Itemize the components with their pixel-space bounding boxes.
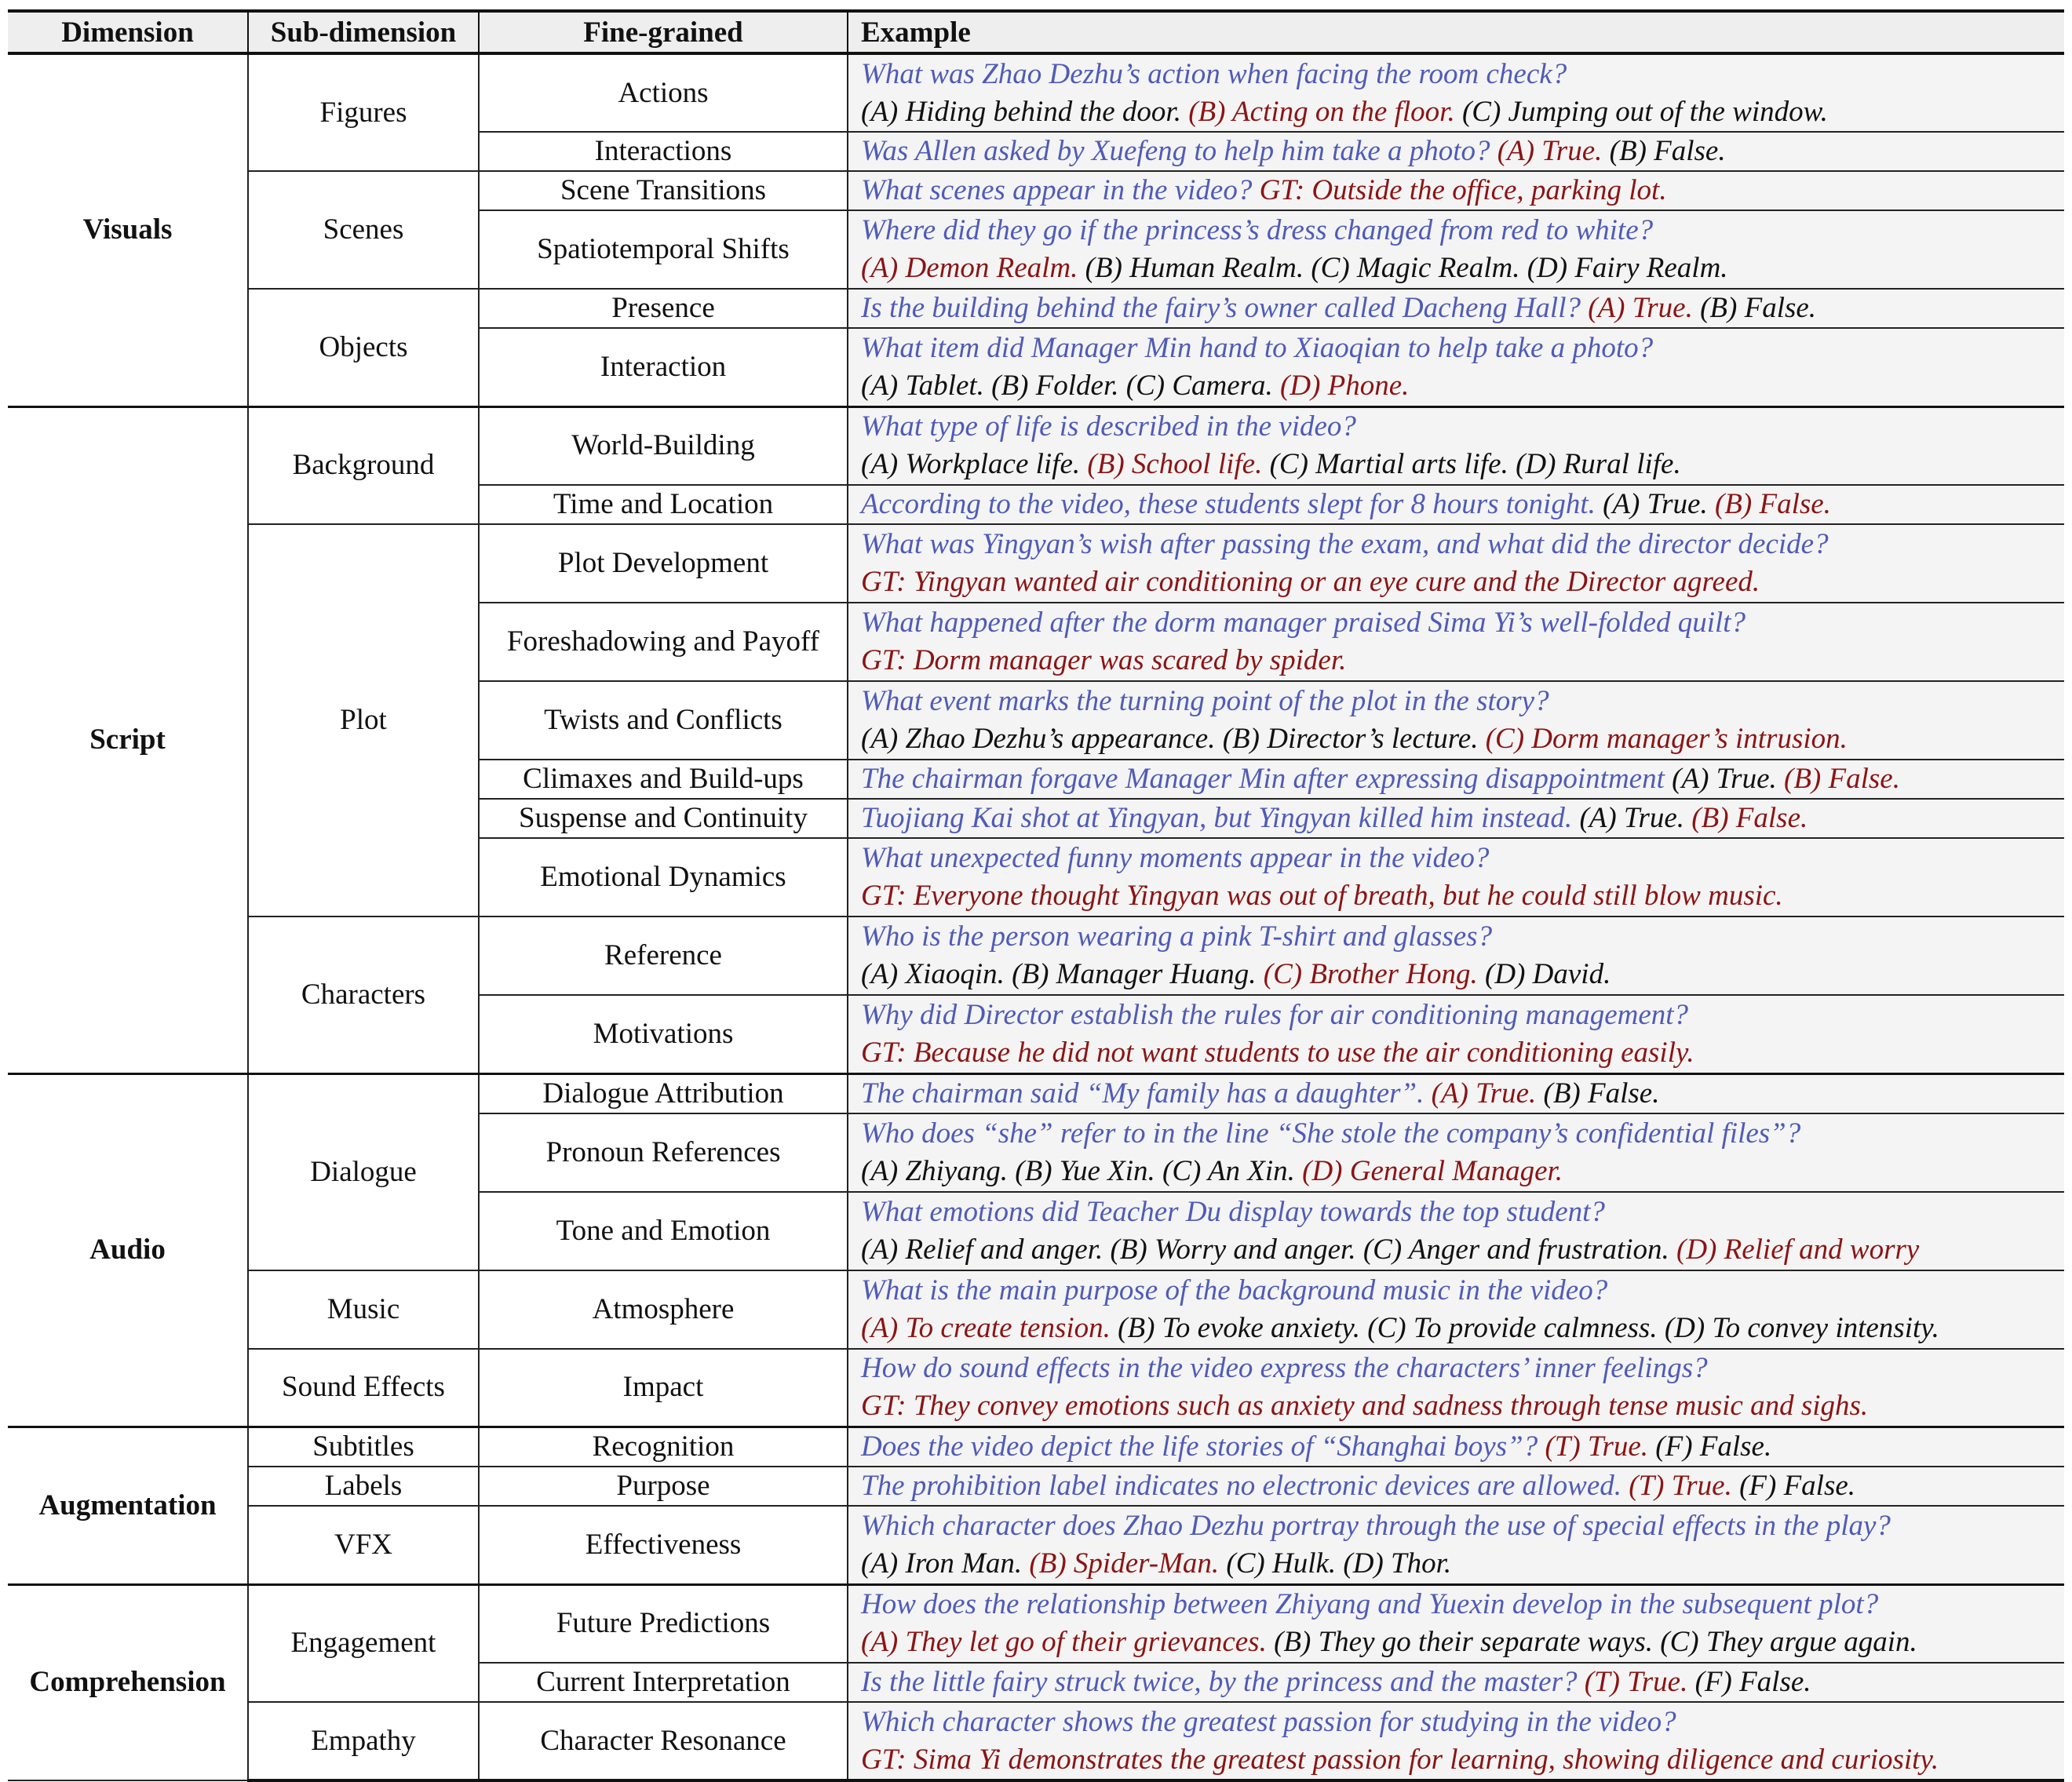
fine-grained-cell: Emotional Dynamics — [479, 838, 848, 917]
example-line — [861, 800, 2064, 837]
fine-grained-cell: Actions — [479, 53, 848, 132]
example-line — [861, 1350, 2064, 1387]
question-text: What was Zhao Dezhu’s action when facing the room check? — [861, 57, 1567, 90]
option-text: (A) Iron Man. — [861, 1547, 1030, 1580]
question-text: What event marks the turning point of the plot in the story? — [861, 685, 1549, 717]
answer-highlight: (A) True. — [1497, 135, 1610, 167]
example-line — [861, 330, 2064, 367]
table-row — [8, 1467, 2064, 1506]
question-text: What emotions did Teacher Du display towards the top student? — [861, 1195, 1605, 1228]
example-line — [861, 56, 2064, 93]
option-text: (F) False. — [1739, 1470, 1856, 1502]
sub-dimension-cell: Subtitles — [248, 1427, 479, 1467]
example-line — [861, 1115, 2064, 1153]
sub-dimension-cell: VFX — [248, 1506, 479, 1584]
example-cell — [848, 917, 2064, 995]
question-text: Tuojiang Kai shot at Yingyan, but Yingyan killed him instead. — [861, 802, 1580, 834]
option-text: (A) Hiding behind the door. — [861, 95, 1189, 128]
dimension-cell: Visuals — [8, 53, 248, 406]
example-line — [861, 1741, 2064, 1779]
example-cell — [848, 289, 2064, 328]
option-text: (A) True. — [1603, 488, 1715, 520]
option-text: (B) Human Realm. (C) Magic Realm. (D) Fairy Realm. — [1085, 252, 1728, 284]
example-line — [861, 486, 2064, 523]
answer-highlight: (A) Demon Realm. — [861, 252, 1085, 284]
question-text: According to the video, these students slept for 8 hours tonight. — [861, 488, 1603, 520]
fine-grained-cell: Pronoun References — [479, 1113, 848, 1192]
option-text: (A) Zhiyang. (B) Yue Xin. (C) An Xin. — [861, 1154, 1303, 1187]
example-line — [861, 526, 2064, 563]
example-cell — [848, 760, 2064, 799]
question-text: What unexpected funny moments appear in the video? — [861, 842, 1490, 874]
answer-highlight: (A) They let go of their grievances. — [861, 1626, 1275, 1659]
example-line — [861, 877, 2064, 915]
example-cell — [848, 995, 2064, 1073]
option-text: (C) Hulk. (D) Thor. — [1226, 1547, 1452, 1580]
example-line — [861, 212, 2064, 250]
option-text: (A) True. — [1579, 802, 1692, 834]
fine-grained-cell: Plot Development — [479, 524, 848, 603]
example-line — [861, 172, 2064, 210]
example-line — [861, 250, 2064, 287]
question-text: Was Allen asked by Xuefeng to help him take a photo? — [861, 135, 1497, 167]
table-row — [8, 917, 2064, 995]
table-row — [8, 524, 2064, 603]
example-line — [861, 408, 2064, 446]
table-row — [8, 1702, 2064, 1780]
example-cell — [848, 485, 2064, 524]
option-text: (B) False. — [1543, 1077, 1660, 1110]
sub-dimension-cell: Labels — [248, 1467, 479, 1506]
example-cell — [848, 1192, 2064, 1270]
example-line — [861, 642, 2064, 680]
option-text: (F) False. — [1655, 1430, 1772, 1463]
example-cell — [848, 132, 2064, 171]
option-text: (B) To evoke anxiety. (C) To provide calmness. (D) To convey intensity. — [1118, 1311, 1939, 1344]
question-text: Where did they go if the princess’s dress changed from red to white? — [861, 214, 1654, 246]
question-text: Who is the person wearing a pink T-shirt and glasses? — [861, 920, 1493, 953]
header-example: Example — [848, 11, 2064, 53]
example-line — [861, 133, 2064, 170]
sub-dimension-cell: Engagement — [248, 1584, 479, 1702]
answer-highlight: (B) False. — [1691, 802, 1808, 834]
option-text: (A) Workplace life. — [861, 448, 1088, 481]
answer-highlight: (D) General Manager. — [1302, 1154, 1563, 1187]
example-line — [861, 1623, 2064, 1661]
example-cell — [848, 171, 2064, 210]
header-row — [8, 11, 2064, 53]
fine-grained-cell: Spatiotemporal Shifts — [479, 210, 848, 289]
header-dimension: Dimension — [8, 11, 248, 53]
header-fine-grained: Fine-grained — [479, 11, 848, 53]
answer-highlight: (B) False. — [1714, 488, 1831, 520]
example-line — [861, 1075, 2064, 1113]
example-cell — [848, 406, 2064, 485]
example-line — [861, 1193, 2064, 1231]
sub-dimension-cell: Background — [248, 406, 479, 524]
table-body — [8, 53, 2064, 1780]
option-text: (A) Zhao Dezhu’s appearance. (B) Director’s lecture. — [861, 723, 1486, 755]
option-text: (F) False. — [1694, 1666, 1811, 1698]
example-line — [861, 1507, 2064, 1545]
question-text: Why did Director establish the rules for air conditioning management? — [861, 998, 1689, 1031]
answer-highlight: GT: Sima Yi demonstrates the greatest passion for learning, showing diligence and curiosity. — [861, 1743, 1939, 1776]
example-cell — [848, 1113, 2064, 1192]
fine-grained-cell: Climaxes and Build-ups — [479, 760, 848, 799]
question-text: What item did Manager Min hand to Xiaoqian to help take a photo? — [861, 331, 1654, 364]
fine-grained-cell: Interaction — [479, 328, 848, 406]
example-cell — [848, 1663, 2064, 1702]
fine-grained-cell: Reference — [479, 917, 848, 995]
sub-dimension-cell: Empathy — [248, 1702, 479, 1780]
example-cell — [848, 1349, 2064, 1427]
answer-highlight: (C) Dorm manager’s intrusion. — [1485, 723, 1848, 755]
sub-dimension-cell: Sound Effects — [248, 1349, 479, 1427]
option-text: (C) Jumping out of the window. — [1461, 95, 1828, 128]
option-text: (A) Xiaoqin. (B) Manager Huang. — [861, 958, 1264, 990]
table-row — [8, 1506, 2064, 1584]
fine-grained-cell: Future Predictions — [479, 1584, 848, 1663]
example-cell — [848, 1467, 2064, 1506]
answer-highlight: (C) Brother Hong. — [1263, 958, 1486, 990]
fine-grained-cell: Tone and Emotion — [479, 1192, 848, 1270]
example-cell — [848, 603, 2064, 681]
example-line — [861, 1034, 2064, 1072]
answer-highlight: (B) Acting on the floor. — [1188, 95, 1462, 128]
sub-dimension-cell: Plot — [248, 524, 479, 917]
example-cell — [848, 681, 2064, 760]
fine-grained-cell: World-Building — [479, 406, 848, 485]
example-line — [861, 1428, 2064, 1466]
example-line — [861, 290, 2064, 327]
answer-highlight: (T) True. — [1629, 1470, 1740, 1502]
fine-grained-cell: Purpose — [479, 1467, 848, 1506]
dimension-cell: Script — [8, 406, 248, 1073]
option-text: (B) They go their separate ways. (C) They argue again. — [1274, 1626, 1917, 1659]
example-line — [861, 604, 2064, 642]
example-line — [861, 367, 2064, 405]
fine-grained-cell: Scene Transitions — [479, 171, 848, 210]
question-text: How do sound effects in the video express the characters’ inner feelings? — [861, 1352, 1708, 1385]
option-text: (B) False. — [1609, 135, 1726, 167]
fine-grained-cell: Foreshadowing and Payoff — [479, 603, 848, 681]
fine-grained-cell: Time and Location — [479, 485, 848, 524]
dimension-cell: Audio — [8, 1073, 248, 1427]
answer-highlight: (D) Relief and worry — [1676, 1233, 1920, 1266]
question-text: The chairman said “My family has a daughter”. — [861, 1077, 1432, 1110]
answer-highlight: GT: Because he did not want students to use the air conditioning easily. — [861, 1036, 1694, 1069]
table-row — [8, 53, 2064, 132]
example-cell — [848, 53, 2064, 132]
answer-highlight: (B) Spider-Man. — [1029, 1547, 1227, 1580]
sub-dimension-cell: Music — [248, 1270, 479, 1349]
example-line — [861, 918, 2064, 956]
table-row — [8, 1073, 2064, 1113]
question-text: Is the little fairy struck twice, by the princess and the master? — [861, 1666, 1585, 1698]
example-cell — [848, 799, 2064, 838]
answer-highlight: (A) To create tension. — [861, 1311, 1118, 1344]
example-line — [861, 1231, 2064, 1269]
table-row — [8, 406, 2064, 485]
example-line — [861, 1545, 2064, 1583]
header-sub-dimension: Sub-dimension — [248, 11, 479, 53]
example-cell — [848, 524, 2064, 603]
example-cell — [848, 838, 2064, 917]
example-cell — [848, 1584, 2064, 1663]
example-line — [861, 1153, 2064, 1190]
answer-highlight: (T) True. — [1545, 1430, 1656, 1463]
answer-highlight: GT: They convey emotions such as anxiety and sadness through tense music and sighs. — [861, 1390, 1869, 1423]
example-line — [861, 93, 2064, 131]
option-text: (D) David. — [1485, 958, 1611, 990]
fine-grained-cell: Dialogue Attribution — [479, 1073, 848, 1113]
example-line — [861, 1586, 2064, 1623]
example-line — [861, 997, 2064, 1034]
table-row — [8, 1349, 2064, 1427]
question-text: The prohibition label indicates no electronic devices are allowed. — [861, 1470, 1629, 1502]
table-row — [8, 1427, 2064, 1467]
answer-highlight: (B) False. — [1784, 763, 1900, 795]
fine-grained-cell: Motivations — [479, 995, 848, 1073]
question-text: The chairman forgave Manager Min after expressing disappointment — [861, 763, 1673, 795]
sub-dimension-cell: Characters — [248, 917, 479, 1073]
example-line — [861, 1272, 2064, 1310]
table-row — [8, 289, 2064, 328]
example-cell — [848, 1270, 2064, 1349]
fine-grained-cell: Atmosphere — [479, 1270, 848, 1349]
example-line — [861, 1310, 2064, 1347]
fine-grained-cell: Twists and Conflicts — [479, 681, 848, 760]
example-line — [861, 446, 2064, 483]
answer-highlight: GT: Everyone thought Yingyan was out of breath, but he could still blow music. — [861, 880, 1783, 912]
answer-highlight: (T) True. — [1584, 1666, 1695, 1698]
answer-highlight: (A) True. — [1588, 292, 1701, 324]
fine-grained-cell: Current Interpretation — [479, 1663, 848, 1702]
example-cell — [848, 1427, 2064, 1467]
fine-grained-cell: Interactions — [479, 132, 848, 171]
question-text: Does the video depict the life stories of “Shanghai boys”? — [861, 1430, 1545, 1463]
sub-dimension-cell: Objects — [248, 289, 479, 406]
option-text: (C) Martial arts life. (D) Rural life. — [1269, 448, 1681, 481]
answer-highlight: (A) True. — [1431, 1077, 1544, 1110]
example-line — [861, 956, 2064, 993]
question-text: Which character does Zhao Dezhu portray through the use of special effects in the play? — [861, 1509, 1891, 1542]
fine-grained-cell: Impact — [479, 1349, 848, 1427]
sub-dimension-cell: Dialogue — [248, 1073, 479, 1270]
sub-dimension-cell: Scenes — [248, 171, 479, 289]
benchmark-taxonomy-table — [8, 9, 2064, 1782]
option-text: (A) Tablet. (B) Folder. (C) Camera. — [861, 369, 1281, 402]
example-line — [861, 1664, 2064, 1701]
example-line — [861, 683, 2064, 720]
example-cell — [848, 328, 2064, 406]
fine-grained-cell: Character Resonance — [479, 1702, 848, 1780]
question-text: Which character shows the greatest passion for studying in the video? — [861, 1705, 1676, 1738]
answer-highlight: GT: Dorm manager was scared by spider. — [861, 644, 1347, 676]
example-cell — [848, 1073, 2064, 1113]
answer-highlight: GT: Yingyan wanted air conditioning or an eye cure and the Director agreed. — [861, 566, 1760, 598]
question-text: Who does “she” refer to in the line “She stole the company’s confidential files”? — [861, 1117, 1801, 1150]
example-line — [861, 563, 2064, 601]
example-cell — [848, 1506, 2064, 1584]
fine-grained-cell: Recognition — [479, 1427, 848, 1467]
example-line — [861, 840, 2064, 877]
example-line — [861, 720, 2064, 758]
question-text: What was Yingyan’s wish after passing the exam, and what did the director decide? — [861, 528, 1829, 560]
question-text: How does the relationship between Zhiyang and Yuexin develop in the subsequent plot? — [861, 1588, 1879, 1621]
fine-grained-cell: Suspense and Continuity — [479, 799, 848, 838]
question-text: What type of life is described in the video? — [861, 410, 1356, 443]
table-row — [8, 1584, 2064, 1663]
fine-grained-cell: Effectiveness — [479, 1506, 848, 1584]
example-line — [861, 1467, 2064, 1505]
question-text: What scenes appear in the video? — [861, 174, 1260, 206]
fine-grained-cell: Presence — [479, 289, 848, 328]
example-line — [861, 760, 2064, 798]
question-text: What happened after the dorm manager praised Sima Yi’s well-folded quilt? — [861, 607, 1746, 639]
question-text: What is the main purpose of the background music in the video? — [861, 1274, 1608, 1306]
option-text: (A) Relief and anger. (B) Worry and anger. (C) Anger and frustration. — [861, 1233, 1676, 1266]
table-row — [8, 1270, 2064, 1349]
answer-highlight: GT: Outside the office, parking lot. — [1259, 174, 1667, 206]
example-line — [861, 1387, 2064, 1425]
option-text: (A) True. — [1672, 763, 1784, 795]
answer-highlight: (D) Phone. — [1280, 369, 1410, 402]
sub-dimension-cell: Figures — [248, 53, 479, 171]
dimension-cell: Comprehension — [8, 1584, 248, 1780]
dimension-cell: Augmentation — [8, 1427, 248, 1585]
example-cell — [848, 210, 2064, 289]
answer-highlight: (B) School life. — [1087, 448, 1270, 481]
question-text: Is the building behind the fairy’s owner called Dacheng Hall? — [861, 292, 1589, 324]
table-row — [8, 171, 2064, 210]
example-line — [861, 1704, 2064, 1741]
option-text: (B) False. — [1700, 292, 1817, 324]
example-cell — [848, 1702, 2064, 1780]
